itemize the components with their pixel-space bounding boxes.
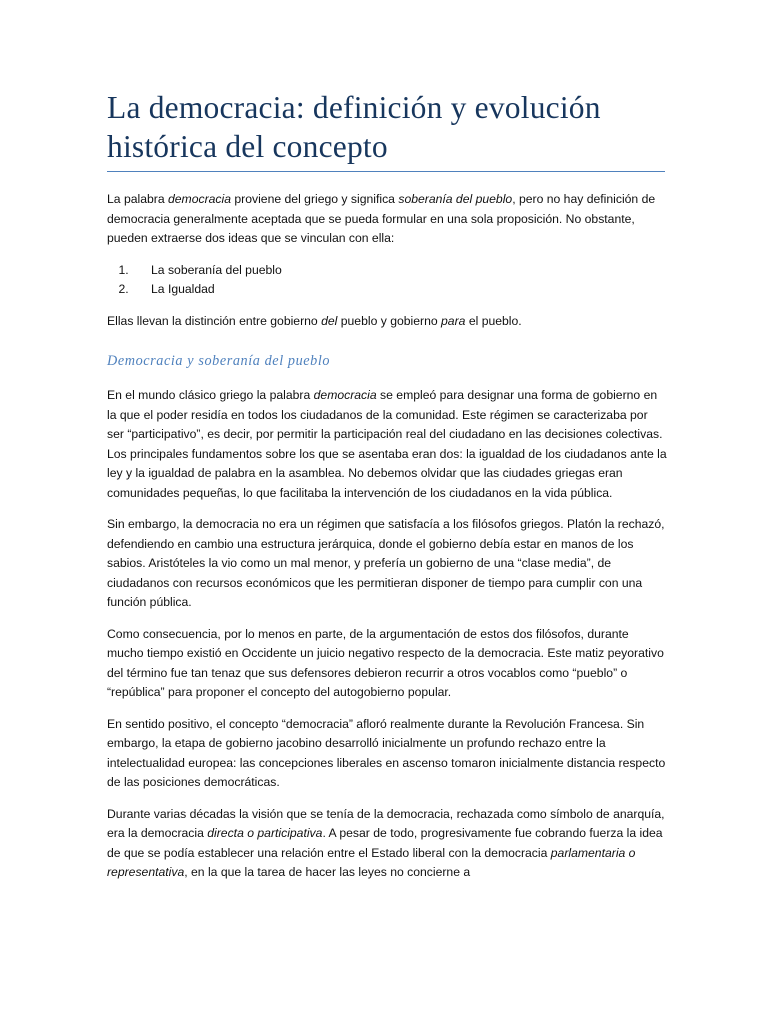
- text-run: . A pesar de todo, progresivamente fue cobrando fuerza la idea de que se podía establecer una relación entre el Estado liberal con la democracia: [107, 826, 663, 860]
- text-run: pueblo y gobierno: [337, 313, 442, 328]
- italic-run: directa o participativa: [207, 826, 323, 840]
- italic-run: del: [321, 313, 338, 328]
- text-run: La palabra: [107, 192, 168, 206]
- ideas-list: [107, 261, 667, 300]
- title-underline: [107, 171, 665, 172]
- paragraph-french-revolution: En sentido positivo, el concepto “democracia” afloró realmente durante la Revolución Francesa. Sin embargo, la etapa de gobierno jacobino desarrolló inicialmente un profundo rechazo entre la intelectualidad europea: las concepciones liberales en ascenso tomaron inicialmente distancia respecto de las posiciones democráticas.: [107, 716, 666, 789]
- italic-run: democracia: [168, 192, 231, 206]
- paragraph-classical-greece: [107, 386, 667, 503]
- text-run: proviene del griego y significa: [231, 192, 399, 206]
- paragraph-negative-judgement: Como consecuencia, por lo menos en parte, de la argumentación de estos dos filósofos, durante mucho tiempo existió en Occidente un juicio negativo respecto de la democracia. Este matiz peyorativo del término fue tan tenaz que sus defensores debieron recurrir a otros vocablos como “pueblo” o “república” para proponer el concepto del autogobierno popular.: [107, 626, 664, 699]
- list-item: 2. La Igualdad: [132, 280, 667, 300]
- text-run: En el mundo clásico griego la palabra: [107, 388, 314, 402]
- list-item: 1. La soberanía del pueblo: [132, 261, 667, 281]
- text-run: , pero no hay definición de democracia generalmente aceptada que se pueda formular en una sola proposición. No obstante, pueden extraerse dos ideas que se vinculan con ella:: [107, 192, 656, 245]
- italic-run: parlamentaria o representativa: [107, 845, 636, 879]
- page-title: La democracia: definición y evolución histórica del concepto: [107, 90, 601, 164]
- italic-run: para: [441, 313, 466, 328]
- paragraph-philosophers: Sin embargo, la democracia no era un régimen que satisfacía a los filósofos griegos. Platón la rechazó, defendiendo en cambio una estructura jerárquica, donde el gobierno debía estar en manos de los sabios. Aristóteles la vio como un mal menor, y prefería un gobierno de una “clase media”, de ciudadanos con recursos económicos que les permitieran disponer de tiempo para cumplir con una función pública.: [107, 517, 665, 609]
- text-run: Durante varias décadas la visión que se tenía de la democracia, rechazada como símbolo de anarquía, era la democracia: [107, 806, 665, 840]
- italic-run: soberanía del pueblo: [398, 192, 513, 206]
- section-heading: Democracia y soberanía del pueblo: [107, 353, 331, 369]
- document-body: [107, 190, 667, 895]
- italic-run: democracia: [313, 388, 377, 402]
- paragraph-liberal-state: [107, 805, 667, 883]
- intro-paragraph: [107, 190, 667, 249]
- distinction-paragraph: [107, 312, 667, 332]
- text-run: se empleó para designar una forma de gobierno en la que el poder residía en todos los ciudadanos de la comunidad. Este régimen se caracterizaba por ser “participativo”, es decir, por permitir la participación real del ciudadano en las decisiones colectivas. Los principales fundamentos sobre los que se asentaba eran dos: la igualdad de los ciudadanos ante la ley y la igualdad de palabra en la asamblea. No debemos olvidar que las ciudades griegas eran comunidades pequeñas, lo que facilitaba la intervención de los ciudadanos en la vida pública.: [107, 388, 667, 500]
- text-run: el pueblo.: [465, 313, 522, 328]
- text-run: Ellas llevan la distinción entre gobierno: [107, 313, 322, 328]
- text-run: , en la que la tarea de hacer las leyes no concierne a: [184, 865, 471, 879]
